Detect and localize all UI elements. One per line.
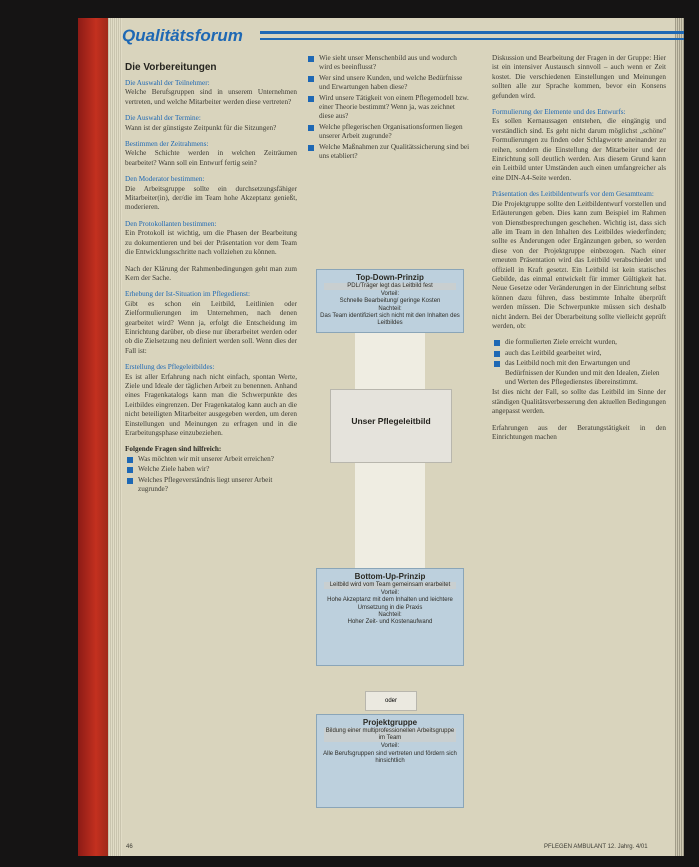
page-edge [675, 18, 684, 856]
oder-box: oder [365, 691, 417, 711]
vorteil-label: Vorteil: [380, 743, 400, 750]
column-3 [492, 54, 666, 442]
body-text: Die Projektgruppe sollte den Leitbildentwurf vorstellen und Erläuterungen geben. Dies kann zum Beispiel im Rahmen von Dienstbesprechungen geschehen. Wichtig ist, dass sich alle im Team in den Inhalten des Leitbildes wiederfinden; sollte es Änderungen oder Ergänzungen geben, so werden diese von der Projektgruppe einbezogen. Nach einer erneuten Präsentation wird das Leitbild verabschiedet und offiziell in Kraft gesetzt. Ein Leitbild ist kein statisches Gebilde, das einmal entwickelt für immer Gültigkeit hat. Neue Gesetze oder Veränderungen in der Einrichtung selbst können dazu führen, dass bestimmte Inhalte überprüft werden müssen. Die Schwerpunkte müssen sich deshalb nicht ändern. Bei der Überarbeitung sollte vielleicht geprüft werden, ob: [492, 199, 666, 330]
subheading: Den Protokollanten bestimmen: [125, 219, 217, 228]
paragraph [492, 54, 666, 101]
nachteil-label: Nachteil: [378, 611, 402, 618]
paragraph [125, 265, 297, 284]
journal-footer: PFLEGEN AMBULANT 12. Jahrg. 4/01 [544, 844, 648, 850]
body-text: Es sollen Kernaussagen entstehen, die eingängig und verständlich sind. Es geht nicht darum möglichst „schöne" Formulierungen zu finden oder Schlagworte aneinander zu reihen, sondern die Einstellung der Mitarbeiter und der Einrichtung soll deutlich werden. Aus diesem Grund kann ein Leitbild unter Umständen auch einen umfangreicher als eine DIN-A4-Seite werden. [492, 117, 666, 182]
vorteil-text: Alle Berufsgruppen sind vertreten und fördern sich hinsichtlich [323, 750, 457, 764]
list-item: Welche Ziele haben wir? [138, 465, 297, 474]
list-item: auch das Leitbild gearbeitet wird, [505, 349, 666, 358]
list-item: Welches Pflegeverständnis liegt unserer Arbeit zugrunde? [138, 476, 297, 495]
vorteil-text: Hohe Akzeptanz mit dem Inhalten und leichtere Umsetzung in die Praxis [327, 597, 453, 611]
subheading: Den Moderator bestimmen: [125, 175, 205, 184]
paragraph [492, 108, 666, 183]
subheading: Die Auswahl der Termine: [125, 114, 201, 123]
header-rule-thin [260, 38, 684, 40]
nachteil-label: Nachteil: [378, 305, 402, 312]
paragraph [492, 190, 666, 331]
subheading: Erstellung des Pflegeleitbildes: [125, 363, 215, 372]
list-item: die formulierten Ziele erreicht wurden, [505, 338, 666, 347]
subheading: Erhebung der Ist-Situation im Pflegedienst: [125, 290, 250, 299]
vorteil-label: Vorteil: [380, 291, 400, 298]
bottom-up-box [316, 568, 464, 666]
body-text: Gibt es schon ein Leitbild, Leitlinien oder Zielformulierungen im Unternehmen, nach denen gearbeitet wird? Wenn ja, erfolgt die Entscheidung im Einrichtung darüber, ob diese nur überarbeitet werden oder ob die Zielsetzung neu definiert werden soll. Wenn dies der Fall ist: [125, 299, 297, 355]
question-list [125, 455, 297, 495]
header-rule [260, 31, 684, 34]
body-text: Es ist aller Erfahrung nach nicht einfach, spontan Werte, Ziele und Ideale der täglichen Arbeit zu benennen. Anhand eines Fragenkatalogs kann man die Schwerpunkte des Leitbildes eingrenzen. Der Fragenkatalog kann auch an die nicht beteiligten Mitarbeiter ausgegeben werden, um deren Einstellungen und Meinungen zu erfragen und in die Erarbeitungsphase einzubeziehen. [125, 372, 297, 437]
check-list [492, 338, 666, 387]
section-header: Qualitätsforum [122, 26, 243, 45]
box-title: Top-Down-Prinzip [356, 273, 424, 282]
list-item: Wird unsere Tätigkeit von einem Pflegemodell bzw. einer Theorie bestimmt? Wenn ja, was zeichnet diese aus? [319, 93, 469, 121]
page-number: 46 [126, 844, 133, 850]
arrow-down [355, 332, 425, 390]
list-item: Wie sieht unser Menschenbild aus und wodurch wird es beeinflusst? [319, 54, 470, 73]
body-text: Welche Schichte werden in welchen Zeiträumen bearbeitet? Wann soll ein Entwurf fertig sein? [125, 149, 297, 167]
leitbild-box: Unser Pflegeleitbild [330, 389, 452, 463]
body-text: Nach der Klärung der Rahmenbedingungen geht man zum Kern der Sache. [125, 264, 297, 282]
list-title: Folgende Fragen sind hilfreich: [125, 445, 222, 454]
paragraph [125, 140, 297, 168]
paragraph: Ist dies nicht der Fall, so sollte das Leitbild im Sinne der ständigen Qualitätsverbesserung den aktuellen Bedingungen angepasst werden. [492, 388, 666, 416]
body-text: Ein Protokoll ist wichtig, um die Phasen der Bearbeitung zu dokumentieren und bei der Präsentation vor dem Team die Entwicklungsschritte nach vollziehen zu können. [125, 229, 297, 257]
paragraph [125, 290, 297, 356]
paragraph [125, 114, 297, 133]
body-text: Diskussion und Bearbeitung der Fragen in der Gruppe: Hier ist ein intensiver Austausch sinnvoll – auch wenn er Zeit kostet. Die verschiedenen Einstellungen und Meinungen sollten alle zur Sprache kommen, bevor ein Konsens gefunden wird. [492, 54, 666, 100]
arrow-up [355, 463, 425, 568]
paragraph [125, 363, 297, 438]
list-item: Was möchten wir mit unserer Arbeit erreichen? [138, 455, 297, 464]
column-heading: Die Vorbereitungen [125, 62, 217, 73]
box-sub: Bildung einer multiprofessionellen Arbeitsgruppe im Team [325, 728, 455, 742]
vorteil-text: Schnelle Bearbeitung/ geringe Kosten [339, 298, 441, 305]
paragraph [125, 220, 297, 258]
nachteil-text: Das Team identifiziert sich nicht mit den Inhalten des Leitbildes [320, 312, 460, 327]
column-1 [125, 62, 297, 495]
subheading: Die Auswahl der Teilnehmer: [125, 79, 210, 87]
vorteil-label: Vorteil: [380, 590, 400, 597]
paragraph [125, 175, 297, 213]
red-binding [78, 18, 108, 856]
subheading: Bestimmen der Zeitrahmens: [125, 140, 209, 149]
box-sub: PDL/Träger legt das Leitbild fest [324, 283, 456, 290]
body-text: Die Arbeitsgruppe sollte ein durchsetzungsfähiger Mitarbeiter(in), der/die im Team hohe Akzeptanz genießt, moderieren. [125, 184, 297, 212]
column-2 [306, 54, 470, 162]
body-text: Wann ist der günstigste Zeitpunkt für die Sitzungen? [125, 123, 277, 132]
body-text: Welche Berufsgruppen sind in unserem Unternehmen vertreten, und welche Mitarbeiter werden diese vertreten? [125, 88, 297, 106]
subheading: Präsentation des Leitbildentwurfs vor dem Gesamtteam: [492, 190, 654, 199]
projektgruppe-box [316, 714, 464, 808]
paragraph [125, 79, 297, 107]
subheading: Formulierung der Elemente und des Entwurfs: [492, 108, 626, 117]
magazine-page [78, 18, 684, 856]
box-title: Bottom-Up-Prinzip [354, 572, 426, 581]
list-item: Welche Maßnahmen zur Qualitätssicherung sind bei uns etabliert? [319, 142, 470, 161]
page-spine [108, 18, 122, 856]
question-list [306, 54, 470, 161]
paragraph: Erfahrungen aus der Beratungstätigkeit in den Einrichtungen machen [492, 423, 666, 442]
list-item: Wer sind unsere Kunden, und welche Bedürfnisse und Erwartungen haben diese? [319, 74, 470, 93]
list-item: das Leitbild noch mit den Erwartungen und Bedürfnissen der Kunden und mit den Idealen, Zielen und Werten des Pflegedienstes übereinstimmt. [505, 359, 666, 387]
box-title: Projektgruppe [362, 718, 418, 727]
list-item: Welche pflegerischen Organisationsformen liegen unserer Arbeit zugrunde? [319, 123, 470, 142]
top-down-box [316, 269, 464, 333]
nachteil-text: Hoher Zeit- und Kostenaufwand [347, 619, 433, 626]
box-sub: Leitbild wird vom Team gemeinsam erarbeitet [324, 582, 456, 589]
